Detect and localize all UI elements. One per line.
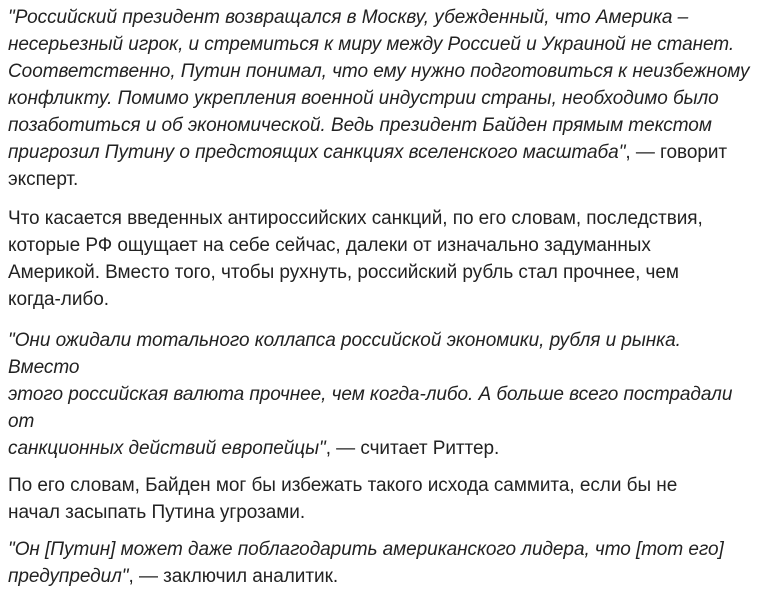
attribution-text: , — заключил аналитик. <box>128 566 339 587</box>
attribution-text: , — говорит эксперт. <box>8 142 728 190</box>
quote-text: "Он [Путин] может даже поблагодарить американского лидера, что [тот его] предупредил" <box>8 539 724 587</box>
paragraph-expert-quote <box>8 4 754 193</box>
paragraph-biden-summit: По его словам, Байден мог бы избежать такого исхода саммита, если бы не начал засыпать Путина угрозами. <box>8 475 678 523</box>
quote-text: "Российский президент возвращался в Москву, убежденный, что Америка – несерьезный игрок, и стремиться к миру между Россией и Украиной не станет. Соответственно, Путин понимал, что ему нужно подготовиться к неизбежному конфликту. Помимо укрепления военной индустрии страны, необходимо было позаботиться и об экономической. Ведь президент Байден прямым текстом пригрозил Путину о предстоящих санкциях вселенского масштаба" <box>8 7 750 163</box>
attribution-text: , — считает Риттер. <box>325 438 500 459</box>
paragraph-analyst-quote <box>8 536 754 590</box>
paragraph-ritter-quote <box>8 327 754 462</box>
paragraph-sanctions: Что касается введенных антироссийских санкций, по его словам, последствия, которые РФ ощущает на себе сейчас, далеки от изначально задуманных Америкой. Вместо того, чтобы рухнуть, российский рубль стал прочнее, чем когда-либо. <box>8 208 703 310</box>
quote-text: "Они ожидали тотального коллапса российской экономики, рубля и рынка. Вместо этого российская валюта прочнее, чем когда-либо. А больше всего пострадали от санкционных действий европейцы" <box>8 330 733 459</box>
